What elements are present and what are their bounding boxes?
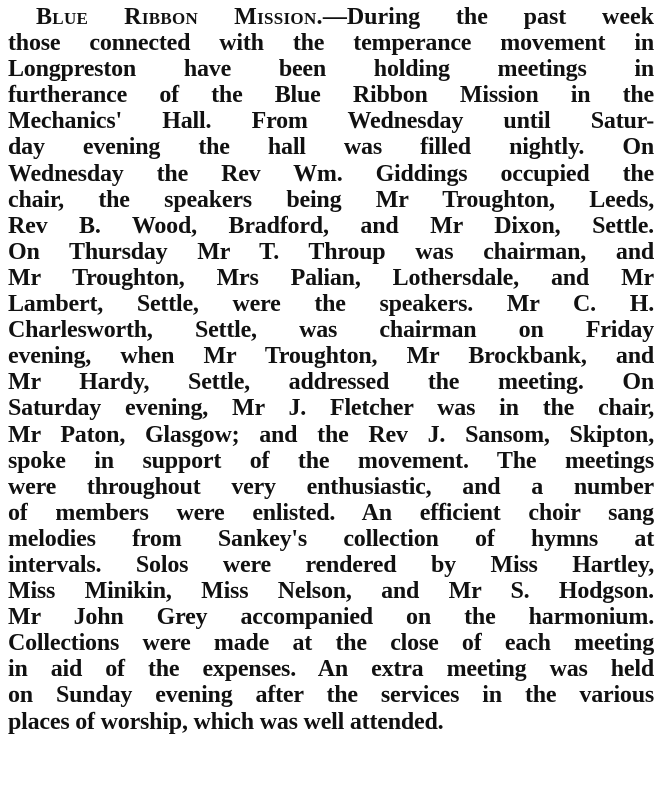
article-line-27: on Sunday evening after the services in the various [8, 682, 654, 709]
article-line-3: Longpreston have been holding meetings in [8, 56, 654, 83]
newspaper-article [8, 4, 654, 735]
article-line-4: furtherance of the Blue Ribbon Mission in the [8, 82, 654, 109]
article-line-26: in aid of the expenses. An extra meeting was held [8, 656, 654, 683]
article-line-1 [8, 4, 654, 30]
article-line-6: day evening the hall was filled nightly. On [8, 134, 654, 161]
article-line-23: Miss Minikin, Miss Nelson, and Mr S. Hodgson. [8, 578, 654, 605]
article-line-28: places of worship, which was well attended. [8, 708, 444, 735]
article-line-2: those connected with the temperance movement in [8, 30, 654, 57]
article-line-9: Rev B. Wood, Bradford, and Mr Dixon, Settle. [8, 212, 654, 239]
article-line-17: Mr Paton, Glasgow; and the Rev J. Sansom, Skipton, [8, 421, 654, 448]
article-line-7: Wednesday the Rev Wm. Giddings occupied the [8, 160, 654, 187]
article-line-16: Saturday evening, Mr J. Fletcher was in the chair, [8, 395, 654, 422]
article-line-25: Collections were made at the close of each meeting [8, 630, 654, 657]
article-line-13: Charlesworth, Settle, was chairman on Friday [8, 317, 654, 344]
article-line-1-text: —During the past week [322, 4, 654, 30]
article-line-24: Mr John Grey accompanied on the harmonium. [8, 604, 654, 631]
article-line-8: chair, the speakers being Mr Troughton, Leeds, [8, 186, 654, 213]
article-heading: Blue Ribbon Mission. [36, 4, 323, 30]
article-line-10: On Thursday Mr T. Throup was chairman, and [8, 238, 654, 265]
article-line-15: Mr Hardy, Settle, addressed the meeting. On [8, 369, 654, 396]
article-line-18: spoke in support of the movement. The meetings [8, 447, 654, 474]
article-line-20: of members were enlisted. An efficient choir sang [8, 499, 654, 526]
article-line-19: were throughout very enthusiastic, and a number [8, 473, 654, 500]
article-line-12: Lambert, Settle, were the speakers. Mr C. H. [8, 291, 654, 318]
article-line-22: intervals. Solos were rendered by Miss Hartley, [8, 551, 654, 578]
article-line-11: Mr Troughton, Mrs Palian, Lothersdale, and Mr [8, 264, 654, 291]
article-line-5: Mechanics' Hall. From Wednesday until Satur- [8, 108, 654, 135]
article-line-21: melodies from Sankey's collection of hymns at [8, 525, 654, 552]
article-line-14: evening, when Mr Troughton, Mr Brockbank, and [8, 343, 654, 370]
